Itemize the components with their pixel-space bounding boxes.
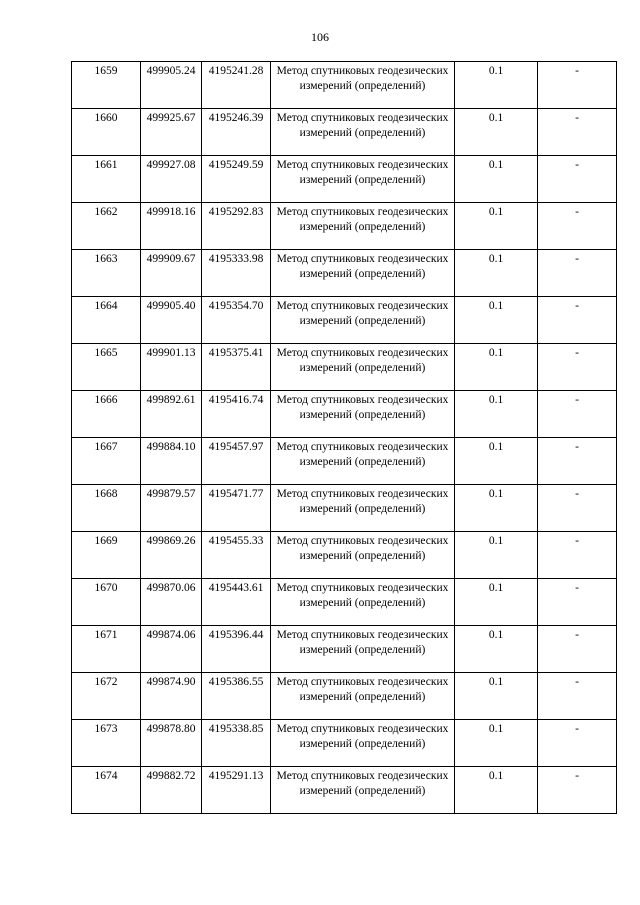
y-coordinate-cell: 4195375.41 xyxy=(202,344,271,391)
method-cell: Метод спутниковых геодезических измерений (определений) xyxy=(271,297,455,344)
table-row xyxy=(72,156,617,203)
point-number-cell: 1660 xyxy=(72,109,141,156)
point-number-cell: 1672 xyxy=(72,673,141,720)
method-cell: Метод спутниковых геодезических измерений (определений) xyxy=(271,673,455,720)
note-cell: - xyxy=(538,156,617,203)
y-coordinate-cell: 4195386.55 xyxy=(202,673,271,720)
note-cell: - xyxy=(538,532,617,579)
table-row xyxy=(72,109,617,156)
x-coordinate-cell: 499901.13 xyxy=(141,344,202,391)
coordinates-table-body xyxy=(72,62,617,814)
point-number-cell: 1673 xyxy=(72,720,141,767)
note-cell: - xyxy=(538,297,617,344)
note-cell: - xyxy=(538,720,617,767)
note-cell: - xyxy=(538,579,617,626)
accuracy-cell: 0.1 xyxy=(455,438,538,485)
table-row xyxy=(72,532,617,579)
accuracy-cell: 0.1 xyxy=(455,62,538,109)
accuracy-cell: 0.1 xyxy=(455,720,538,767)
accuracy-cell: 0.1 xyxy=(455,485,538,532)
accuracy-cell: 0.1 xyxy=(455,203,538,250)
coordinates-table xyxy=(71,61,617,814)
y-coordinate-cell: 4195292.83 xyxy=(202,203,271,250)
note-cell: - xyxy=(538,626,617,673)
x-coordinate-cell: 499925.67 xyxy=(141,109,202,156)
x-coordinate-cell: 499879.57 xyxy=(141,485,202,532)
x-coordinate-cell: 499874.90 xyxy=(141,673,202,720)
point-number-cell: 1664 xyxy=(72,297,141,344)
x-coordinate-cell: 499874.06 xyxy=(141,626,202,673)
x-coordinate-cell: 499870.06 xyxy=(141,579,202,626)
method-cell: Метод спутниковых геодезических измерений (определений) xyxy=(271,485,455,532)
note-cell: - xyxy=(538,109,617,156)
method-cell: Метод спутниковых геодезических измерений (определений) xyxy=(271,203,455,250)
point-number-cell: 1662 xyxy=(72,203,141,250)
point-number-cell: 1659 xyxy=(72,62,141,109)
table-row xyxy=(72,250,617,297)
note-cell: - xyxy=(538,438,617,485)
note-cell: - xyxy=(538,391,617,438)
accuracy-cell: 0.1 xyxy=(455,391,538,438)
y-coordinate-cell: 4195354.70 xyxy=(202,297,271,344)
method-cell: Метод спутниковых геодезических измерений (определений) xyxy=(271,109,455,156)
note-cell: - xyxy=(538,344,617,391)
x-coordinate-cell: 499905.40 xyxy=(141,297,202,344)
point-number-cell: 1674 xyxy=(72,767,141,814)
note-cell: - xyxy=(538,485,617,532)
method-cell: Метод спутниковых геодезических измерений (определений) xyxy=(271,250,455,297)
table-row xyxy=(72,485,617,532)
x-coordinate-cell: 499882.72 xyxy=(141,767,202,814)
method-cell: Метод спутниковых геодезических измерений (определений) xyxy=(271,344,455,391)
y-coordinate-cell: 4195396.44 xyxy=(202,626,271,673)
y-coordinate-cell: 4195455.33 xyxy=(202,532,271,579)
y-coordinate-cell: 4195471.77 xyxy=(202,485,271,532)
method-cell: Метод спутниковых геодезических измерений (определений) xyxy=(271,391,455,438)
y-coordinate-cell: 4195246.39 xyxy=(202,109,271,156)
note-cell: - xyxy=(538,62,617,109)
accuracy-cell: 0.1 xyxy=(455,532,538,579)
x-coordinate-cell: 499892.61 xyxy=(141,391,202,438)
y-coordinate-cell: 4195241.28 xyxy=(202,62,271,109)
table-row xyxy=(72,626,617,673)
x-coordinate-cell: 499905.24 xyxy=(141,62,202,109)
method-cell: Метод спутниковых геодезических измерений (определений) xyxy=(271,156,455,203)
point-number-cell: 1668 xyxy=(72,485,141,532)
x-coordinate-cell: 499909.67 xyxy=(141,250,202,297)
point-number-cell: 1671 xyxy=(72,626,141,673)
method-cell: Метод спутниковых геодезических измерений (определений) xyxy=(271,579,455,626)
table-row xyxy=(72,62,617,109)
point-number-cell: 1669 xyxy=(72,532,141,579)
note-cell: - xyxy=(538,203,617,250)
y-coordinate-cell: 4195443.61 xyxy=(202,579,271,626)
x-coordinate-cell: 499878.80 xyxy=(141,720,202,767)
method-cell: Метод спутниковых геодезических измерений (определений) xyxy=(271,62,455,109)
x-coordinate-cell: 499884.10 xyxy=(141,438,202,485)
point-number-cell: 1665 xyxy=(72,344,141,391)
point-number-cell: 1670 xyxy=(72,579,141,626)
accuracy-cell: 0.1 xyxy=(455,297,538,344)
method-cell: Метод спутниковых геодезических измерений (определений) xyxy=(271,438,455,485)
accuracy-cell: 0.1 xyxy=(455,767,538,814)
x-coordinate-cell: 499869.26 xyxy=(141,532,202,579)
table-row xyxy=(72,203,617,250)
y-coordinate-cell: 4195338.85 xyxy=(202,720,271,767)
note-cell: - xyxy=(538,250,617,297)
y-coordinate-cell: 4195333.98 xyxy=(202,250,271,297)
note-cell: - xyxy=(538,767,617,814)
accuracy-cell: 0.1 xyxy=(455,156,538,203)
table-row xyxy=(72,391,617,438)
note-cell: - xyxy=(538,673,617,720)
table-row xyxy=(72,720,617,767)
table-row xyxy=(72,438,617,485)
method-cell: Метод спутниковых геодезических измерений (определений) xyxy=(271,626,455,673)
point-number-cell: 1661 xyxy=(72,156,141,203)
method-cell: Метод спутниковых геодезических измерений (определений) xyxy=(271,532,455,579)
method-cell: Метод спутниковых геодезических измерений (определений) xyxy=(271,767,455,814)
accuracy-cell: 0.1 xyxy=(455,626,538,673)
x-coordinate-cell: 499927.08 xyxy=(141,156,202,203)
accuracy-cell: 0.1 xyxy=(455,344,538,391)
point-number-cell: 1663 xyxy=(72,250,141,297)
table-row xyxy=(72,673,617,720)
accuracy-cell: 0.1 xyxy=(455,579,538,626)
y-coordinate-cell: 4195291.13 xyxy=(202,767,271,814)
point-number-cell: 1666 xyxy=(72,391,141,438)
table-row xyxy=(72,344,617,391)
y-coordinate-cell: 4195457.97 xyxy=(202,438,271,485)
method-cell: Метод спутниковых геодезических измерений (определений) xyxy=(271,720,455,767)
point-number-cell: 1667 xyxy=(72,438,141,485)
accuracy-cell: 0.1 xyxy=(455,673,538,720)
table-row xyxy=(72,579,617,626)
x-coordinate-cell: 499918.16 xyxy=(141,203,202,250)
y-coordinate-cell: 4195249.59 xyxy=(202,156,271,203)
table-row xyxy=(72,767,617,814)
accuracy-cell: 0.1 xyxy=(455,109,538,156)
table-row xyxy=(72,297,617,344)
page-number: 106 xyxy=(311,30,329,44)
y-coordinate-cell: 4195416.74 xyxy=(202,391,271,438)
accuracy-cell: 0.1 xyxy=(455,250,538,297)
